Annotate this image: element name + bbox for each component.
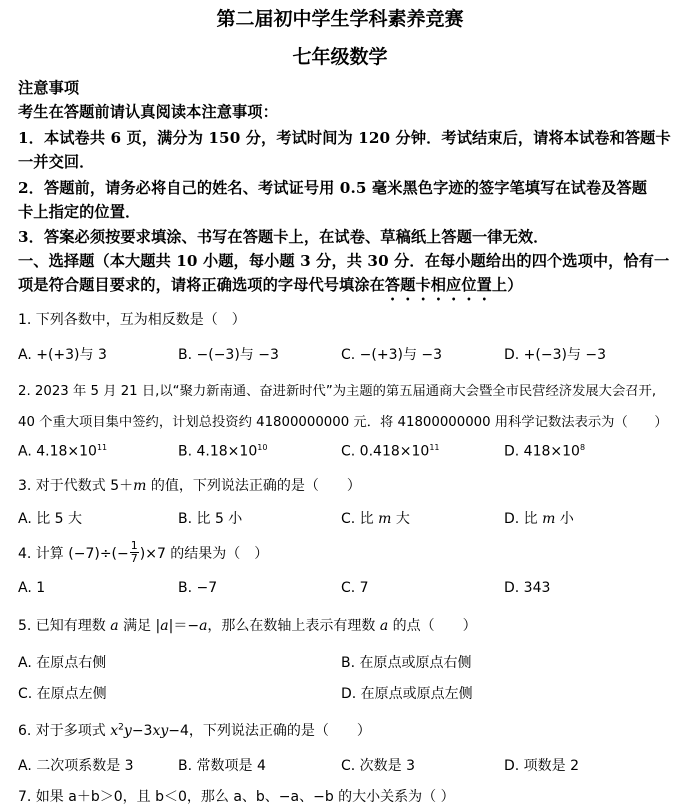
option-a [18,443,107,460]
option-d [504,443,585,460]
option-c: C. 7 [341,580,369,596]
option-a: A. 1 [18,580,46,596]
math-exponent: 2 [118,722,124,733]
option-c: C. 在原点左侧 [18,686,107,702]
stem-text: 5. 已知有理数 [18,618,111,634]
question-stem [18,720,371,740]
option-b-exponent: 10 [257,443,268,452]
exam-title: 第二届初中学生学科素养竞赛 [216,8,464,30]
option-c-text: C. 0.418×10 [341,443,430,460]
section-intro-text: 项是符合题目要求的，请将正确选项的字母代号填涂在 [18,276,385,294]
math-variable: y [123,723,132,739]
option-a: A. 二次项系数是 3 [18,758,134,774]
question-stem: 1. 下列各数中，互为相反数是（ ） [18,312,246,328]
option-c [341,443,440,460]
fraction [130,540,139,565]
math-variable: m [133,478,147,494]
notice-item-2-cont: 卡上指定的位置． [18,203,141,221]
stem-text-tail: 的点（ ） [388,618,477,634]
option-c [341,508,410,528]
option-b: B. −7 [178,580,218,596]
question-stem: 2. 2023 年 5 月 21 日,以“聚力新南通、奋进新时代”为主题的第五届通商大会暨全市民营经济发展大会召开, [18,384,657,399]
option-c-exponent: 11 [429,443,440,452]
stem-text: −3 [131,723,153,739]
option-d-exponent: 8 [579,443,586,452]
option-c-tail: 大 [391,511,410,527]
notice-item-1-cont: 一并交回． [18,153,95,171]
notice-item-2: 2．答题前，请务必将自己的姓名、考试证号用 0.5 毫米黑色字迹的签字笔填写在试卷及答题 [18,179,648,197]
fraction-denominator: 7 [130,552,138,565]
math-variable: m [542,511,556,527]
math-variable: a [379,618,389,634]
section-intro-tail: 上） [491,276,523,294]
option-b [178,443,267,460]
stem-text: |＝− [168,618,200,634]
question-stem [18,615,477,635]
option-b: B. −(−3)与 −3 [178,347,279,363]
option-d-text: D. 比 [504,511,543,527]
math-variable: m [378,511,392,527]
option-a: A. 比 5 大 [18,511,83,527]
option-d: D. 在原点或原点左侧 [341,686,473,702]
emphasis-text: 答题卡相应位置 [384,276,492,294]
option-b: B. 常数项是 4 [178,758,266,774]
notice-item-3: 3．答案必须按要求填涂、书写在答题卡上，在试卷、草稿纸上答题一律无效． [18,228,549,246]
question-stem-cont: 40 个重大项目集中签约，计划总投资约 41800000000 元．将 41800000000 用科学记数法表示为（ ） [18,415,668,430]
fraction-numerator: 1 [130,539,138,552]
stem-text: 3. 对于代数式 5＋ [18,478,134,494]
option-a-exponent: 11 [96,443,108,452]
math-variable: a [160,618,169,634]
stem-text-tail: )×7 的结果为（ ） [139,545,269,562]
notice-intro: 考生在答题前请认真阅读本注意事项： [18,103,278,121]
option-a: A. +(+3)与 3 [18,347,107,363]
option-d: D. 项数是 2 [504,758,580,774]
option-d: D. +(−3)与 −3 [504,347,607,363]
math-variable: a [199,618,208,634]
math-variable: a [110,618,119,634]
question-stem [18,540,268,565]
question-stem [18,475,361,495]
math-variable: x [110,723,119,739]
stem-text: 4. 计算 (−7)÷(− [18,545,129,562]
section-intro-line-1: 一、选择题（本大题共 10 小题，每小题 3 分，共 30 分．在每小题给出的四个选项中，恰有一 [18,252,670,270]
option-b: B. 比 5 小 [178,511,243,527]
stem-text: 6. 对于多项式 [18,723,111,739]
option-d-tail: 小 [555,511,574,527]
section-intro-line-2 [18,274,523,304]
option-a-text: A. 4.18×10 [18,443,97,460]
option-c: C. 次数是 3 [341,758,416,774]
stem-text: ，那么在数轴上表示有理数 [207,618,380,634]
stem-text: 满足 | [118,618,161,634]
stem-text-tail: −4，下列说法正确的是（ ） [168,723,371,739]
option-d-text: D. 418×10 [504,443,580,460]
option-c-text: C. 比 [341,511,379,527]
option-d: D. 343 [504,580,551,596]
math-variable: xy [152,723,169,739]
option-d [504,508,574,528]
stem-text-tail: 的值，下列说法正确的是（ ） [146,478,361,494]
notice-item-1: 1．本试卷共 6 页，满分为 150 分，考试时间为 120 分钟．考试结束后，请将本试卷和答题卡 [18,129,671,147]
option-c: C. −(+3)与 −3 [341,347,443,363]
exam-subtitle: 七年级数学 [292,46,388,68]
option-b: B. 在原点或原点右侧 [341,655,472,671]
question-stem: 7. 如果 a＋b＞0，且 b＜0，那么 a、b、−a、−b 的大小关系为（ ） [18,789,455,805]
option-b-text: B. 4.18×10 [178,443,258,460]
option-a: A. 在原点右侧 [18,655,107,671]
notice-heading: 注意事项 [18,79,80,97]
